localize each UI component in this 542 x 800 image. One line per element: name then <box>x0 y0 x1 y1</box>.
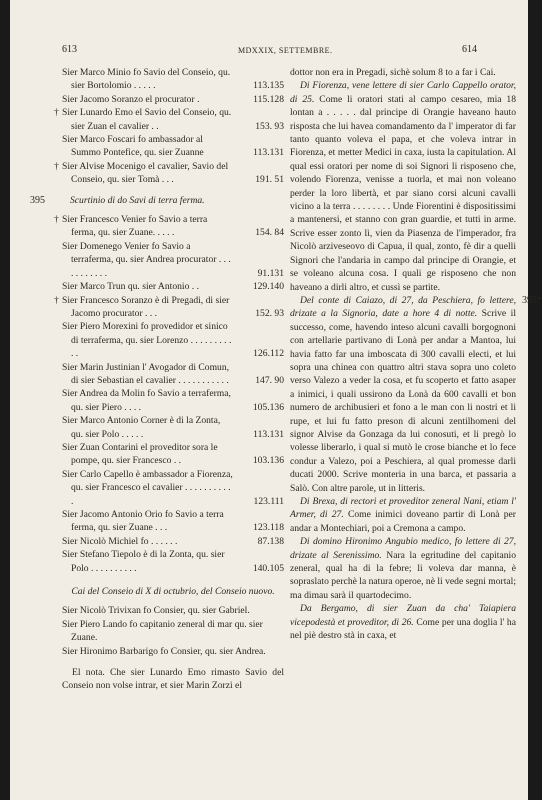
paragraph-1: dottor non era in Pregadi, sichè solum 8 to a far i Cai. <box>290 67 496 78</box>
vote-entry <box>62 320 284 360</box>
vote-entry <box>62 508 284 535</box>
vote-entry <box>62 280 284 293</box>
council-member: Sier Nicolò Trivixan fo Consier, qu. sier Gabriel. <box>62 605 250 617</box>
vote-list-savi-conseio <box>54 66 284 187</box>
margin-number: 395* <box>522 294 542 306</box>
council-heading: Cai del Conseio di X di octubrio, del Conseio nuovo. <box>71 586 275 598</box>
vote-entry-name: Sier Marin Justinian l' Avogador di Comun, di sier Sebastian el cavalier . . . . . . . . . . . <box>62 361 230 386</box>
vote-list-terra-ferma <box>54 213 284 575</box>
elected-mark: † <box>54 160 59 172</box>
vote-entry-name: Sier Piero Morexini fo provedidor et sinico di terraferma, qu. sier Lorenzo . . . . . . . . . . . <box>62 321 232 360</box>
vote-entry-name: Sier Alvise Mocenigo el cavalier, Savio del Conseio, qu. sier Tomà . . . <box>62 160 229 186</box>
paragraph-angubio <box>290 535 516 602</box>
running-title: MDXXIX, SETTEMBRE. <box>238 46 333 55</box>
vote-entry <box>62 535 284 548</box>
paragraph-caiazo <box>290 294 542 495</box>
vote-entry <box>62 548 284 575</box>
council-member: Sier Hironimo Barbarigo fo Consier, qu. sier Andrea. <box>62 645 266 657</box>
right-column <box>290 66 542 642</box>
vote-entry <box>54 294 284 321</box>
elected-mark: † <box>54 107 59 119</box>
vote-entry <box>54 160 284 187</box>
paragraph-bergamo <box>290 602 516 642</box>
section-title: Scurtinio di do Savi di terra ferma. <box>70 194 205 206</box>
paragraph-lead: Di Brexa, di rectori et proveditor zeneral Nani, etiam l' Armer, di 27. <box>290 496 516 521</box>
vote-entry-name: Sier Marco Minio fo Savio del Conseio, qu. sier Bortolomio . . . . . <box>62 67 231 92</box>
vote-count: 105.136 <box>252 401 284 413</box>
paragraph-lead: Di Fiorenza, vene lettere di sier Carlo Cappello orator, di 25. <box>290 80 516 105</box>
vote-entry <box>62 414 284 441</box>
margin-number: 395 <box>30 194 45 206</box>
vote-count: 153. 93 <box>255 120 284 132</box>
paragraph-body: Nara la egritudine del capitanio zeneral, qual ha di la febre; li voleva dar manna, è sopraslato perchè la natura operoe, nè li vede segni mortal; ma dimau sarà il quartodecimo. <box>290 549 516 601</box>
vote-entry <box>62 441 284 468</box>
vote-entry <box>62 66 284 93</box>
paragraph-body: Come li oratori stati al campo cesareo, mia 18 lontan a . . . . . dal principe di Orangie haveano hauto risposta che lui havea comandamento da l' imperator di far tanto quanto voleva el papa, et che voleva intrar in Fiorenza, et metter Medici in caxa, iusta la capitulation. Al qual essi oratori per nome di soi Signori li risposeno che, volendo Fiorenza, venisse a tuorla, et mai non voleano perder la loro libertà, et par siano corsi alcuni cavalli vicino a la terra . . . . . . . . Unde Fiorentini è dispositissimi a mantenersi, et stanno con gran guardie, et tutti in arme. Scrive esser zonto lì, vien da Piasenza de l'imperador, fra Nicolò arziveseovo di Capua, il qual, zonto, fè dir a quelli Signori che l'andaria in campo dal principe di Orangie, et se voleano alcuna cosa. I quali ge risposeno che non haveano a dirli altro, et cussì se partite. <box>290 93 516 293</box>
vote-entry <box>62 468 284 508</box>
vote-count: 87.138 <box>257 535 284 547</box>
vote-entry-name: Sier Stefano Tiepolo è di la Zonta, qu. sier Polo . . . . . . . . . . <box>62 549 225 574</box>
paragraph-brexa <box>290 495 516 535</box>
elected-mark: † <box>54 214 59 226</box>
vote-count: 129.140 <box>252 281 284 293</box>
vote-entry-name: Sier Carlo Capello è ambassador a Fiorenza, qu. sier Francesco el cavalier . . . . . . . . . . . <box>62 468 233 507</box>
right-page-number: 614 <box>462 44 477 55</box>
vote-entry-name: Sier Andrea da Molin fo Savio a terraferma, qu. sier Piero . . . . <box>62 388 231 413</box>
vote-entry-name: Sier Francesco Venier fo Savio a terra ferma, qu. sier Zuane. . . . . <box>62 214 208 239</box>
vote-count: 115.128 <box>253 93 284 105</box>
paragraph-fiorenza <box>290 79 516 294</box>
vote-entry <box>62 133 284 160</box>
council-list <box>62 604 284 658</box>
paragraph-body: Come per una doglia l' ha nel piè destro stà in caxa, et <box>290 616 516 642</box>
elected-mark: † <box>54 294 59 306</box>
paragraph-lead: Di domino Hironimo Angubio medico, fo lettere di 27, drizate al Serenissimo. <box>290 536 516 561</box>
vote-count: 123.118 <box>253 522 284 534</box>
vote-count: 113.131 <box>253 147 284 159</box>
vote-entry <box>54 106 284 133</box>
vote-count: 154. 84 <box>255 227 284 239</box>
vote-entry-name: Sier Jacomo Soranzo el procurator . <box>62 93 200 105</box>
vote-count: 113.131 <box>253 428 284 440</box>
vote-entry <box>54 213 284 240</box>
left-page-number: 613 <box>62 44 77 55</box>
paragraph-lead: Da Bergamo, di sier Zuan da cha' Taiapiera vicepodestà et proveditor, di 26. <box>290 603 516 628</box>
vote-count: 91.131 <box>257 267 284 279</box>
book-page <box>10 0 542 800</box>
vote-entry <box>62 387 284 414</box>
note-paragraph: El nota. Che sier Lunardo Emo rimasto Savio del Conseio non volse intrar, et sier Marin Zorzi el <box>62 667 284 692</box>
vote-entry-name: Sier Francesco Soranzo è di Pregadi, di sier Jacomo procurator . . . <box>62 294 230 319</box>
vote-count: 140.105 <box>252 562 284 574</box>
vote-count: 191. 51 <box>255 174 284 186</box>
paragraph-lead: Del conte di Caiazo, di 27, da Peschiera, fo lettere, drizate a la Signoria, date a hore 4 di notte. <box>290 294 516 320</box>
vote-count: 123.111 <box>253 495 284 507</box>
vote-entry-name: Sier Domenego Venier fo Savio a terraferma, qu. sier Andrea procurator . . . . . . . . . . . <box>62 240 231 279</box>
paragraph-body: Scrive il successo, come, havendo inteso alcuni cavalli borgognoni con artellarie partivano di Lonà per andar a Mantoa, lui havia fatto far una imboscata di 300 cavalli electi, et lui sopra una chinea con quattro altri stava sopra uno coleto verso Valezo a veder la cosa, et fu scoperto et fatto asaper a inimici, i quali ussirono da Lonà da 600 cavalli et bon numero de archibusieri et fono a le man con li nostri et li rupe, et lui fu fatto preson di alcuni zentilhomeni del signor Alvise da Gonzaga da lui conosuti, et li pregò lo volesse liberarlo, i qual si mutò le crose bianche et lo fece condur a Valezo, poi a Peschiera, al qual promesse darli ducati 2000. Scrive monteria in una barca, et passaria a Salò. Con altre parole, ut in litteris. <box>290 308 517 494</box>
vote-count: 113.135 <box>253 80 284 92</box>
section-heading <box>30 194 284 207</box>
vote-entry-name: Sier Marco Trun qu. sier Antonio . . <box>62 281 199 293</box>
vote-entry <box>62 240 284 280</box>
vote-entry <box>62 361 284 388</box>
vote-entry-name: Sier Jacomo Antonio Orio fo Savio a terra ferma, qu. sier Zuane . . . <box>62 509 224 534</box>
vote-count: 103.136 <box>252 455 284 467</box>
vote-entry-name: Sier Marco Antonio Corner è di la Zonta, qu. sier Polo . . . . . <box>62 415 221 440</box>
council-member: Sier Piero Lando fo capitanio zeneral di mar qu. sier Zuane. <box>62 618 263 644</box>
vote-entry-name: Sier Zuan Contarini el proveditor sora le pompe, qu. sier Francesco . . <box>62 441 218 467</box>
vote-entry-name: Sier Lunardo Emo el Savio del Conseio, qu. sier Zuan el cavalier . . <box>62 107 232 132</box>
left-column <box>30 66 284 693</box>
vote-count: 152. 93 <box>255 307 284 319</box>
vote-entry-name: Sier Nicolò Michiel fo . . . . . . <box>62 535 178 547</box>
vote-count: 147. 90 <box>255 374 284 386</box>
vote-entry-name: Sier Marco Foscari fo ambassador al Summo Pontefice, qu. sier Zuanne <box>62 134 204 159</box>
vote-count: 126.112 <box>253 348 284 360</box>
paragraph-body: Come inimici doveano partir di Lonà per andar a Montechiari, poi a Cremona a campo. <box>290 509 517 534</box>
vote-entry <box>62 93 284 106</box>
